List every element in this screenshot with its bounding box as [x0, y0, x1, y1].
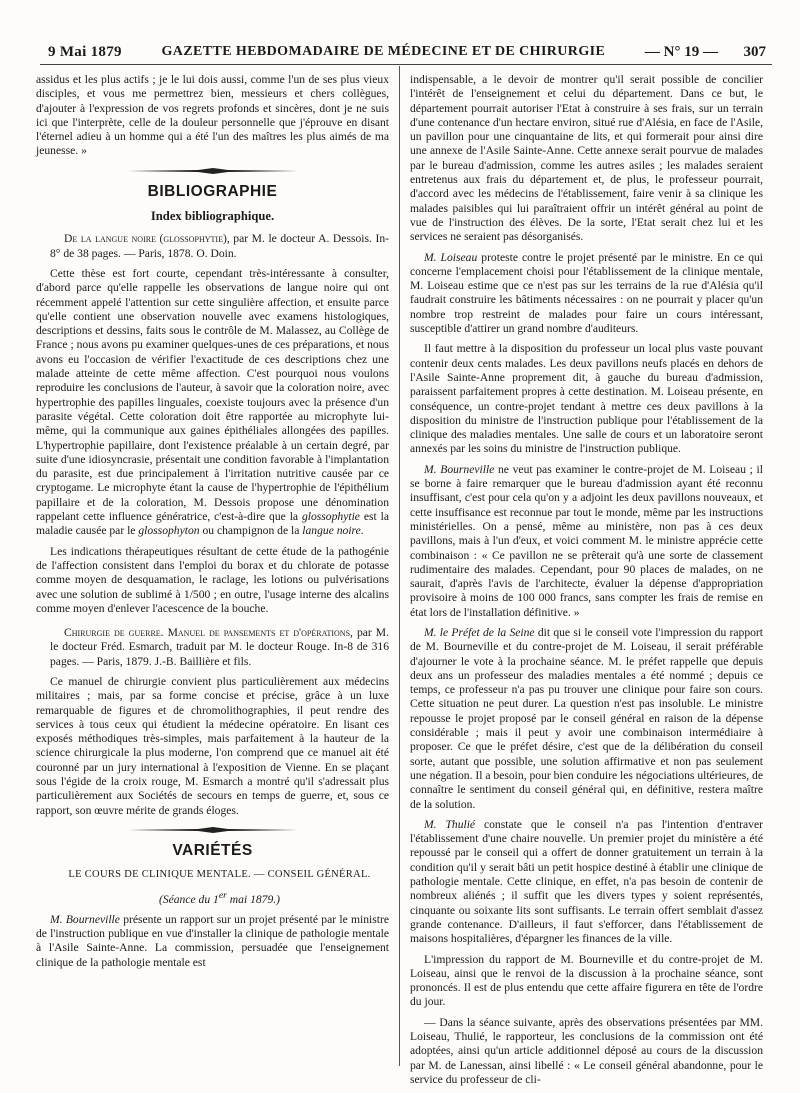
- speaker-name: M. Bourneville: [424, 462, 495, 476]
- review-text: Cette thèse est fort courte, cependant très-intéressante à consulter, d'abord parce qu'elle rappelle les observations de langue noire qui ont récemment appelé l'attention sur cette singulière affection, et ensuite parce qu'elle contient une observation nouvelle avec examens histologiques, descriptions et dessins, faits sous le contrôle de M. Malassez, au Collège de France ; nous avons pu examiner quelques-unes de ces préparations, et nous avons eu l'occasion de vérifier l'exactitude de ces descriptions chez une malade atteinte de cette même affection. C'est pourquoi nous voulons reproduire les conclusions de l'auteur, à savoir que la coloration noire, avec hypertrophie des papilles linguales, coexiste toujours avec la présence d'un parasite végétal. Cette coloration doit être rapportée au microphyte lui-même, qui la communique aux gaines épithéliales allongées des papilles. L'hypertrophie papillaire, dont l'existence préalable à un certain degré, par suite d'une idiosyncrasie, présentait une condition favorable à l'implantation du parasite, est due principalement à l'irritation nutritive causée par ce cryptogame. Le microphyte étant la cause de l'hypertrophie de l'épithélium papillaire et de la coloration, M. Dessois propose une dénomination rappelant cette influence génératrice, c'est-à-dire que la: [36, 266, 389, 524]
- book-entry-1-review: [36, 267, 389, 539]
- paragraph-text: constate que le conseil n'a pas l'intention d'entraver l'établissement d'une chaire nouvelle. Un premier projet du ministère a été repoussé par le conseil qui a offert de donner gratuitement un terrain à la condition qu'il y serait bâti un petit hospice destiné à établir une clinique de pathologie mentale. Cette clinique, en effet, n'a pas besoin de contenir de nombreux aliénés ; il suffit que les divers types y soient représentés, cinquante ou soixante lits sont suffisants. Le terrain offert semblait d'assez grande contenance. D'ailleurs, il faut s'efforcer, dans l'établissement de maisons hospitalières, d'épargner les finances de la ville.: [410, 817, 763, 946]
- varietes-subheading: LE COURS DE CLINIQUE MENTALE. — CONSEIL GÉNÉRAL.: [68, 869, 371, 881]
- pavilions-paragraph: Il faut mettre à la disposition du professeur un local plus vaste pouvant contenir deux cents malades. Les deux pavillons neufs placés en dehors de l'Asile Sainte-Anne proprement dit, à gauche du bureau d'admission, paraissent parfaitement propres à cette destination. M. Loiseau présente, en conséquence, un contre-projet tendant à mettre ces deux pavillons à la disposition du ministre de l'instruction publique pour l'établissement de la clinique des maladies mentales. Une salle de cours et un laboratoire seront annexés par les soins du ministre de l'instruction publique.: [410, 342, 763, 456]
- speaker-name: M. Loiseau: [424, 250, 478, 264]
- speaker-name: M. Thulié: [424, 817, 476, 831]
- seance-date-text: (Séance du 1: [158, 892, 219, 906]
- annex-proposal-paragraph: indispensable, a le devoir de montrer qu'il serait possible de concilier l'intérêt de l'enseignement et celui du département. Dans ce but, le département pourrait autoriser l'Etat à construire à ses frais, sur un terrain d'une contenance d'un hectare environ, situé rue d'Alésia, en face de l'Asile, un pavillon pour une cinquantaine de lits, et qui formerait pour ainsi dire une annexe de l'Asile Sainte-Anne. Cette annexe serait pourvue de malades par le bureau d'admission, comme les autres asiles ; les malades seraient entretenus aux frais du département et, de plus, le professeur pourrait, d'accord avec les médecins de l'établissement, faire venir à sa clinique les malades paisibles qui lui paraîtraient offrir un intérêt général au point de vue de l'instruction des élèves. De la sorte, l'Etat serait chez lui et les services ne seraient pas désorganisés.: [410, 73, 763, 244]
- paragraph-text: dit que si le conseil vote l'impression du rapport de M. Bourneville et du contre-projet de M. Loiseau, il serait préférable d'ajourner le vote à la prochaine séance. M. le préfet rappelle que depuis deux ans un professeur des maladies mentales a été nommé ; depuis ce temps, ce professeur n'a pas pu trouver une clinique pour faire son cours. Cette situation ne peut durer. La question n'est pas insoluble. Le ministre repousse le projet proposé par le conseil général en raison de la dépense considérable ; mais il peut y avoir une combinaison intermédiaire à proposer. Ce que le préfet désire, c'est que de la délibération du conseil sorte, autant que possible, une solution affirmative et non pas seulement une négation. Il a besoin, pour bien conduire les négociations ultérieures, de connaître le sentiment du conseil général qui, en définitive, restera maître de la solution.: [410, 625, 764, 811]
- paragraph-text: proteste contre le projet présenté par le ministre. En ce qui concerne l'emplacement choisi pour l'établissement de la clinique mentale, M. Loiseau estime que ce n'est pas sur les terrains de la rue d'Alésia qu'il faudrait construire les bâtiments nécessaires : on ne pourrait y placer qu'un nombre trop restreint de malades pour faire un cours intéressant, susceptible d'attirer un grand nombre d'auditeurs.: [410, 250, 764, 336]
- header-issue-page: [645, 44, 766, 61]
- impression-paragraph: L'impression du rapport de M. Bourneville et du contre-projet de M. Loiseau, ainsi que le renvoi de la discussion à la prochaine séance, sont prononcés. Il est de plus entendu que cette affaire figurera en tête de l'ordre du jour.: [410, 952, 763, 1009]
- ornament-rule-icon: [128, 167, 298, 175]
- ornament-rule-icon: [128, 826, 298, 834]
- book-entry-2-citation: [36, 626, 389, 669]
- review-text: est la maladie causée par le: [36, 510, 389, 538]
- paragraph-text: présente un rapport sur un projet présenté par le ministre de l'instruction publique en vue d'installer la clinique de pathologie mentale à l'Asile Sainte-Anne. La commission, persuadée que l'enseignement clinique de la pathologie mentale est: [36, 912, 389, 969]
- review-emphasis: glossophyton: [138, 524, 200, 538]
- book-entry-1-details: par M. le docteur A. Dessois. In-8° de 38 pages. — Paris, 1878. O. Doin.: [50, 232, 389, 260]
- book-entry-1-citation: [36, 232, 389, 261]
- running-header: [48, 42, 766, 62]
- varietes-heading: VARIÉTÉS: [172, 841, 253, 859]
- book-entry-2-details: par M. le docteur Fréd. Esmarch, traduit par M. le docteur Rouge. In-8 de 316 pages. — Paris, 1879. J.-B. Baillière et fils.: [50, 626, 389, 668]
- prefet-paragraph: [410, 626, 763, 812]
- review-emphasis: langue noire: [302, 524, 361, 538]
- paragraph-text: ne veut pas examiner le contre-projet de M. Loiseau ; il se borne à faire remarquer que le bureau d'admission ayant été reconnu insuffisant, c'est pour cela qu'on y a adjoint les deux pavillons nouveaux, et cette insuffisance est reconnue par tout le monde, même par les instructions ministérielles. On a pensé, même au ministère, non pas à ces deux pavillons, mais à l'un d'eux, et voici comment M. le ministre apprécie cette combinaison : « Ce pavillon ne se prêterait qu'à une sorte de classement rudimentaire des malades. Cependant, pour 90 places de malades, on ne saurait, d'après l'avis de l'architecte, évaluer la dépense d'appropriation provisoire à moins de 100 000 francs, sans compter les frais de remise en état lors de l'installation définitive. »: [410, 462, 764, 619]
- bibliography-subheading: Index bibliographique.: [150, 209, 275, 224]
- next-session-paragraph: — Dans la séance suivante, après des observations présentées par MM. Loiseau, Thulié, le rapporteur, les conclusions de la commission ont été adoptées, ainsi qu'un article additionnel déposé au cours de la discussion par M. de Lanessan, ainsi libellé : « Le conseil général abandonne, pour le service du professeur de cli-: [410, 1015, 763, 1086]
- bibliography-heading: BIBLIOGRAPHIE: [147, 182, 278, 200]
- review-text: .: [360, 524, 364, 538]
- seance-date-text: mai 1879.): [226, 892, 281, 906]
- column-divider: [399, 66, 400, 1066]
- loiseau-protest-paragraph: [410, 251, 763, 337]
- header-date: 9 Mai 1879: [48, 43, 122, 60]
- book-entry-1-review-therapeutics: Les indications thérapeutiques résultant de cette étude de la pathogénie de l'affection consistent dans l'emploi du borax et du chlorate de potasse comme moyen de desquamation, le raclage, les lotions ou pulvérisations avec une solution de sublimé à 1/500 ; en outre, l'usage interne des alcalins comme moyen d'enlever l'acescence de la bouche.: [36, 544, 389, 615]
- speaker-name: M. Bourneville: [50, 912, 120, 926]
- speaker-name: M. le Préfet de la Seine: [424, 625, 535, 639]
- header-rule: [40, 64, 772, 65]
- book-entry-2-review: Ce manuel de chirurgie convient plus particulièrement aux médecins militaires ; mais, par sa forme concise et précise, grâce à un luxe remarquable de figures et de chromolithographies, il peut rendre des services à tous ceux qui étudient la médecine opératoire. En lisant ces exposés méthodiques très-simples, mais parfaitement à la hauteur de la science chirurgicale la plus moderne, l'on comprend que ce manuel ait été couronné par un jury international à l'exposition de Vienne. En se plaçant sous l'égide de la croix rouge, M. Esmarch a montré qu'il s'adressait plus particulièrement aux Sociétés de secours en temps de guerre, et, sous ce rapport, son œuvre mérite de grands éloges.: [36, 674, 389, 817]
- seance-date: [36, 889, 389, 907]
- bourneville-report-paragraph: [36, 913, 389, 970]
- book-entry-1-title: De la langue noire (glossophytie),: [64, 232, 230, 246]
- header-journal-title: GAZETTE HEBDOMADAIRE DE MÉDECINE ET DE CHIRURGIE: [161, 44, 606, 59]
- seance-date-sup: er: [218, 889, 227, 901]
- right-column: [410, 73, 763, 1093]
- book-entry-2-title: Chirurgie de guerre. Manuel de pansements et d'opérations,: [64, 626, 353, 640]
- left-column: [36, 73, 389, 976]
- thulie-paragraph: [410, 818, 763, 947]
- intro-paragraph: assidus et les plus actifs ; je le lui dois aussi, comme l'un de ses plus vieux disciples, et vous me permettrez bien, messieurs et chers collègues, d'ajouter à l'expression de vos regrets profonds et sincères, dont je ne suis ici que l'interprète, celle de la douleur personnelle que j'éprouve en disant l'éternel adieu à un homme qui a été l'un des maîtres les plus aimés de ma jeunesse. »: [36, 73, 389, 158]
- header-issue: — N° 19 —: [644, 43, 718, 60]
- review-emphasis: glossophytie: [301, 510, 360, 524]
- header-page-number: 307: [743, 43, 766, 60]
- review-text: ou champignon de la: [199, 524, 303, 538]
- bourneville-reply-paragraph: [410, 463, 763, 620]
